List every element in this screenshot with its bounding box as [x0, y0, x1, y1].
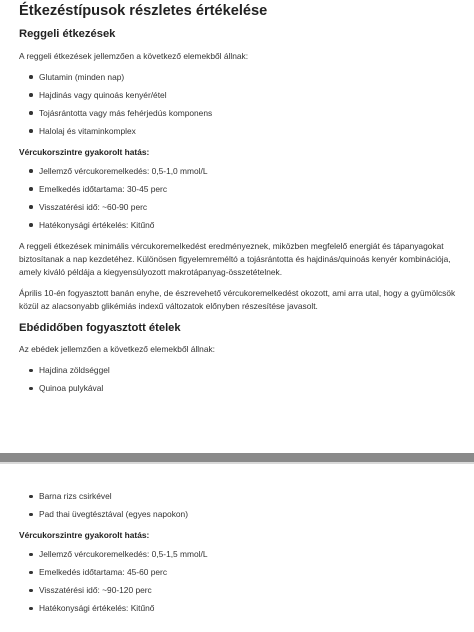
breakfast-effects-list: [19, 165, 459, 232]
list-item: Emelkedés időtartama: 30-45 perc: [31, 183, 459, 196]
list-item: Jellemző vércukoremelkedés: 0,5-1,0 mmol/L: [31, 165, 459, 178]
lunch-effect-heading: Vércukorszintre gyakorolt hatás:: [19, 530, 150, 541]
breakfast-paragraph-1: A reggeli étkezések minimális vércukoremelkedést eredményeznek, miközben megfelelő energiát és tápanyagokat biztosítanak a nap kezdetéhez. Különösen figyelemreméltó a tojásrántotta és hajdinás/quinoás kenyér kombinációja, amely kiváló példája a kiegyensúlyozott makrotápanyag-összetételnek.: [19, 240, 451, 277]
list-item: Hatékonysági értékelés: Kitűnő: [31, 219, 459, 232]
list-item: Hatékonysági értékelés: Kitűnő: [31, 602, 459, 615]
page-break-divider: [0, 453, 474, 462]
list-item: Visszatérési idő: ~60-90 perc: [31, 201, 459, 214]
page-break-shadow: [0, 462, 474, 464]
breakfast-effect-heading: Vércukorszintre gyakorolt hatás:: [19, 146, 150, 157]
lunch-items-list-bottom: [19, 490, 459, 521]
list-item: Hajdinás vagy quinoás kenyér/étel: [31, 89, 459, 102]
lunch-intro: Az ebédek jellemzően a következő elemekből állnak:: [19, 344, 215, 355]
page-title: Étkezéstípusok részletes értékelése: [19, 3, 268, 19]
list-item: Jellemző vércukoremelkedés: 0,5-1,5 mmol/L: [31, 548, 459, 561]
page-bottom-section: [19, 490, 459, 623]
list-item: Barna rizs csirkével: [31, 490, 459, 503]
lunch-items-list-top: [19, 364, 459, 395]
list-item: Quinoa pulykával: [31, 382, 459, 395]
lunch-effects-list: [19, 548, 459, 615]
breakfast-items-list: [19, 71, 459, 138]
list-item: Hajdina zöldséggel: [31, 364, 459, 377]
list-item: Halolaj és vitaminkomplex: [31, 125, 459, 138]
list-item: Tojásrántotta vagy más fehérjedús komponens: [31, 107, 459, 120]
list-item: Glutamin (minden nap): [31, 71, 459, 84]
list-item: Visszatérési idő: ~90-120 perc: [31, 584, 459, 597]
page-top-section: [19, 0, 459, 403]
lunch-heading: Ebédidőben fogyasztott ételek: [19, 321, 181, 334]
list-item: Pad thai üvegtésztával (egyes napokon): [31, 508, 459, 521]
list-item: Emelkedés időtartama: 45-60 perc: [31, 566, 459, 579]
breakfast-heading: Reggeli étkezések: [19, 27, 116, 40]
breakfast-intro: A reggeli étkezések jellemzően a következő elemekből állnak:: [19, 50, 249, 61]
breakfast-paragraph-2: Április 10-én fogyasztott banán enyhe, de észrevehető vércukoremelkedést okozott, ami arra utal, hogy a gyümölcsök közül az alacsonyabb glikémiás indexű változatok előnyben részesítése javasolt.: [19, 287, 456, 311]
